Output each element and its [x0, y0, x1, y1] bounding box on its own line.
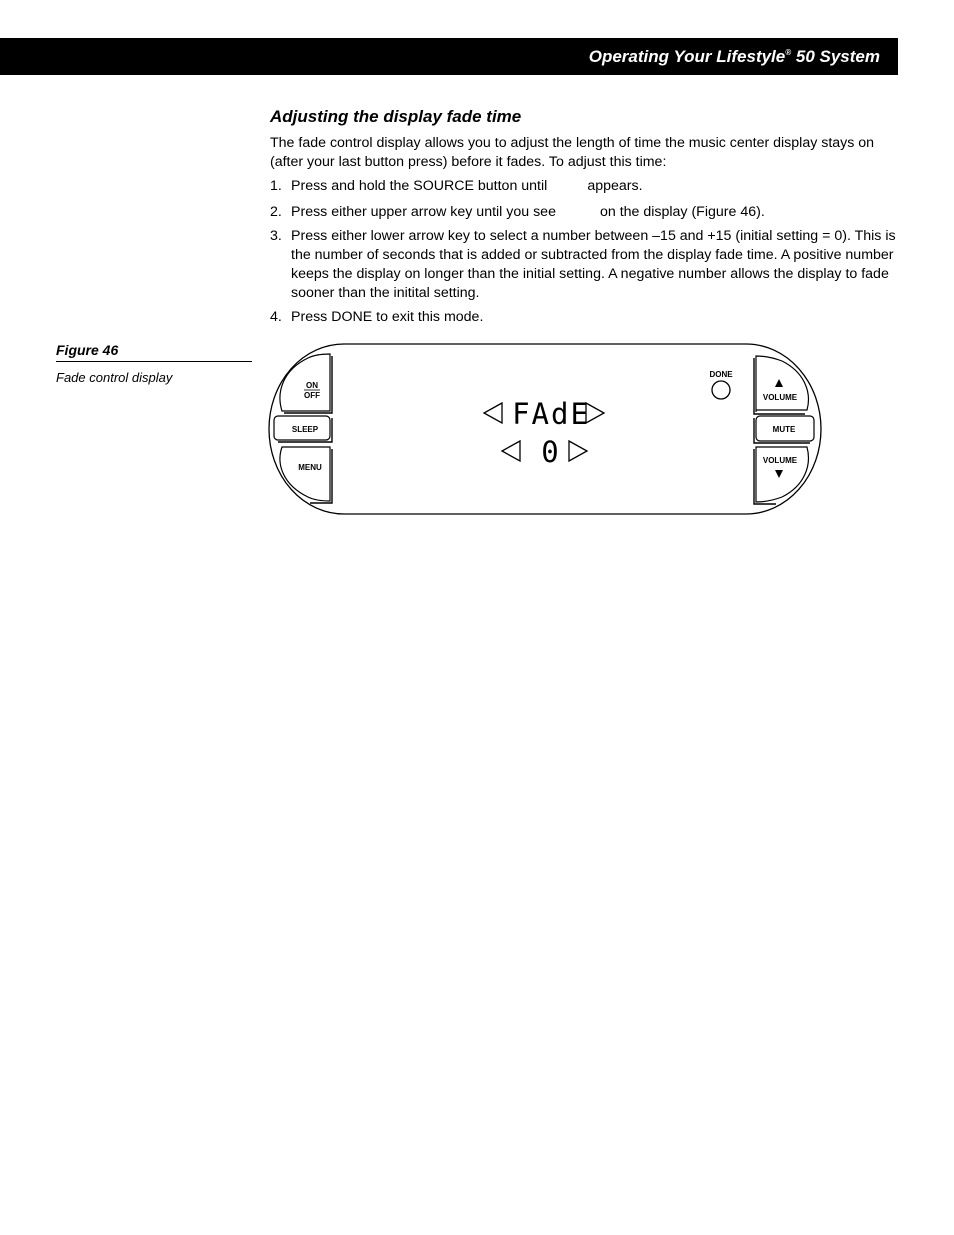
fade-time-section: [270, 107, 900, 332]
menu-label: MENU: [298, 463, 322, 472]
step-text-after: appears.: [587, 178, 643, 194]
step-text-before: Press and hold the SOURCE button until: [291, 178, 548, 194]
page-header-title: [589, 47, 880, 67]
step-4: [270, 308, 900, 327]
step-number: 3.: [270, 228, 282, 244]
done-label: DONE: [709, 370, 733, 379]
step-text: Press DONE to exit this mode.: [291, 309, 484, 325]
menu-button[interactable]: [280, 447, 332, 503]
step-text: Press either lower arrow key to select a number between –15 and +15 (initial setting = 0). This is the number of seconds that is added or subtracted from the display fade time. A positive number keeps the display on longer than the initial setting. A negative number allows the display to fade sooner than the initital setting.: [291, 228, 896, 301]
step-number: 1.: [270, 178, 282, 194]
header-title-main: Operating Your Lifestyle: [588, 47, 786, 66]
off-label: OFF: [304, 391, 320, 400]
step-3: [270, 227, 900, 303]
arrow-left-icon: [484, 403, 502, 423]
music-center-panel: [268, 342, 822, 516]
volume-down-label: VOLUME: [762, 456, 798, 465]
figure-caption: Fade control display: [56, 370, 173, 385]
done-button[interactable]: [709, 370, 733, 399]
step-1: [270, 177, 900, 196]
volume-down-button[interactable]: [754, 447, 808, 504]
music-center-display-figure: [268, 342, 822, 516]
volume-up-label: VOLUME: [762, 393, 798, 402]
figure-label: Figure 46: [56, 342, 252, 362]
header-bar: [0, 38, 898, 75]
volume-up-button[interactable]: [754, 356, 808, 414]
step-text-after: on the display (Figure 46).: [599, 204, 765, 220]
display-line-2: 0: [541, 435, 561, 469]
sleep-label: SLEEP: [291, 425, 319, 434]
header-title-tail: 50 System: [791, 47, 880, 66]
on-off-button[interactable]: [280, 354, 332, 413]
mute-button[interactable]: [754, 416, 814, 443]
lcd-display: [484, 397, 604, 469]
section-heading: Adjusting the display fade time: [270, 107, 522, 126]
intro-paragraph: The fade control display allows you to adjust the length of time the music center display stays on (after your last button press) before it fades. To adjust this time:: [270, 135, 875, 170]
registered-mark: ®: [785, 48, 792, 57]
on-label: ON: [306, 381, 318, 390]
arrow-right-icon: [569, 441, 587, 461]
display-line-1: FAdE: [512, 397, 590, 431]
step-2: [270, 203, 900, 222]
arrow-left-icon: [502, 441, 520, 461]
step-number: 2.: [270, 204, 282, 220]
mute-label: MUTE: [772, 425, 796, 434]
step-number: 4.: [270, 309, 282, 325]
sleep-button[interactable]: [274, 416, 332, 442]
step-text-before: Press either upper arrow key until you see: [291, 204, 556, 220]
